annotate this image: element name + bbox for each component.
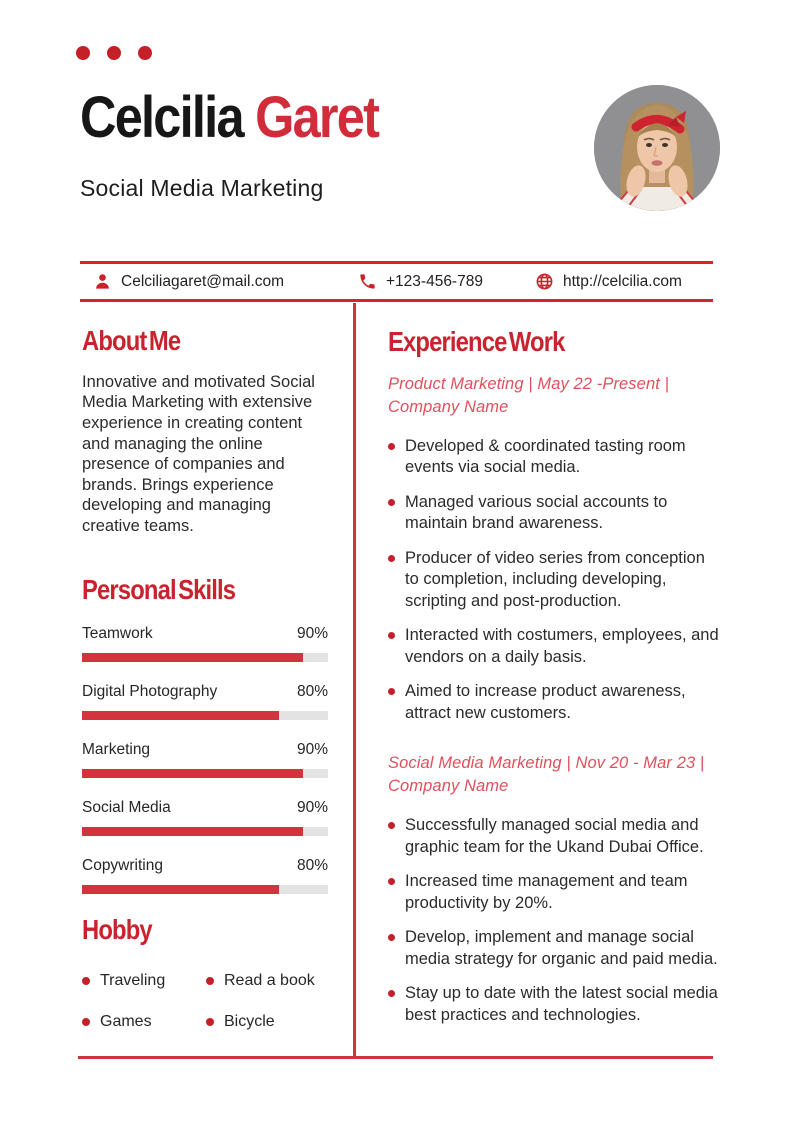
- skill-percent: 90%: [296, 741, 328, 759]
- contact-website[interactable]: [535, 264, 682, 299]
- contact-phone[interactable]: [358, 264, 483, 299]
- candidate-name: [80, 85, 515, 150]
- job-bullet: Developed & coordinated tasting room events via social media.: [388, 436, 723, 479]
- skill-label: Social Media: [82, 799, 171, 817]
- hobby-label: Bicycle: [224, 1013, 275, 1031]
- about-text: Innovative and motivated Social Media Marketing with extensive experience in creating content and managing the online presence of companies and brands. Brings experience developing and managing creative teams.: [82, 372, 315, 535]
- skill-row: [82, 857, 328, 894]
- section-title-hobby: Hobby: [82, 914, 152, 946]
- job-bullets: [388, 436, 723, 725]
- job-bullet: Develop, implement and manage social media strategy for organic and paid media.: [388, 927, 723, 970]
- contact-website-text: http://celcilia.com: [563, 272, 682, 290]
- skill-percent: 80%: [296, 857, 328, 875]
- skill-bar-fill: [82, 827, 303, 836]
- right-column: [388, 303, 723, 1039]
- skill-percent: 90%: [296, 625, 328, 643]
- skill-row: [82, 741, 328, 778]
- skill-bar-track: [82, 769, 328, 778]
- skill-bar-track: [82, 885, 328, 894]
- skill-percent: 90%: [296, 799, 328, 817]
- candidate-last-name: Garet: [255, 85, 379, 150]
- job-bullet: Interacted with costumers, employees, and vendors on a daily basis.: [388, 625, 723, 668]
- section-title-skills: Personal Skills: [82, 573, 236, 605]
- job-bullet: Successfully managed social media and graphic team for the Ukand Dubai Office.: [388, 815, 723, 858]
- job-bullet: Aimed to increase product awareness, attract new customers.: [388, 681, 723, 724]
- contact-email-text: Celciliagaret@mail.com: [121, 272, 285, 290]
- job-bullet: Increased time management and team productivity by 20%.: [388, 871, 723, 914]
- job-title: Social Media Marketing: [80, 175, 324, 201]
- skill-label: Teamwork: [82, 625, 153, 643]
- left-column: [82, 303, 328, 1031]
- job-bullet: Stay up to date with the latest social media best practices and technologies.: [388, 983, 723, 1026]
- hobby-label: Read a book: [224, 972, 315, 990]
- main-content: [80, 303, 719, 1056]
- hobby-label: Traveling: [100, 972, 166, 990]
- skill-label: Digital Photography: [82, 683, 218, 701]
- contact-email[interactable]: [93, 264, 284, 299]
- bullet-dot-icon: [82, 977, 90, 985]
- jobs-list: [388, 373, 723, 1027]
- skill-row: [82, 625, 328, 662]
- column-divider: [353, 303, 356, 1056]
- job-entry: [388, 752, 723, 1026]
- job-meta: Product Marketing | May 22 -Present | Company Name: [388, 374, 669, 416]
- header: [80, 85, 580, 202]
- hobby-item: [82, 1013, 206, 1031]
- skill-label: Copywriting: [82, 857, 163, 875]
- red-dot: [138, 46, 152, 60]
- bullet-dot-icon: [82, 1018, 90, 1026]
- contact-phone-text: +123-456-789: [386, 272, 483, 290]
- bullet-dot-icon: [206, 1018, 214, 1026]
- bullet-dot-icon: [206, 977, 214, 985]
- hobby-item: [206, 972, 328, 990]
- section-title-about: About Me: [82, 325, 181, 356]
- skill-row: [82, 799, 328, 836]
- job-bullet: Producer of video series from conception to completion, including developing, scripting and post-production.: [388, 548, 723, 613]
- job-entry: [388, 373, 723, 725]
- skill-bar-track: [82, 711, 328, 720]
- job-bullet: Managed various social accounts to maintain brand awareness.: [388, 492, 723, 535]
- section-title-experience: Experience Work: [388, 326, 565, 357]
- skill-percent: 80%: [296, 683, 328, 701]
- profile-photo: [594, 85, 720, 211]
- hobby-list: [82, 972, 328, 1031]
- contact-bar: [80, 261, 713, 302]
- skill-bar-fill: [82, 885, 279, 894]
- person-icon: [93, 272, 112, 291]
- hobby-item: [206, 1013, 328, 1031]
- skill-row: [82, 683, 328, 720]
- footer-rule: [78, 1056, 713, 1059]
- skill-label: Marketing: [82, 741, 151, 759]
- globe-icon: [535, 272, 554, 291]
- job-meta: Social Media Marketing | Nov 20 - Mar 23 | Company Name: [388, 754, 705, 796]
- red-dot: [107, 46, 121, 60]
- skill-bar-fill: [82, 711, 279, 720]
- candidate-first-name: Celcilia: [80, 85, 256, 150]
- hobby-item: [82, 972, 206, 990]
- decorative-dots: [76, 46, 152, 60]
- skill-bar-fill: [82, 653, 303, 662]
- skill-bar-track: [82, 653, 328, 662]
- red-dot: [76, 46, 90, 60]
- portrait-illustration: [594, 85, 720, 211]
- skills-list: [82, 625, 328, 894]
- skill-bar-fill: [82, 769, 303, 778]
- hobby-label: Games: [100, 1013, 152, 1031]
- skill-bar-track: [82, 827, 328, 836]
- phone-icon: [358, 272, 377, 291]
- job-bullets: [388, 815, 723, 1026]
